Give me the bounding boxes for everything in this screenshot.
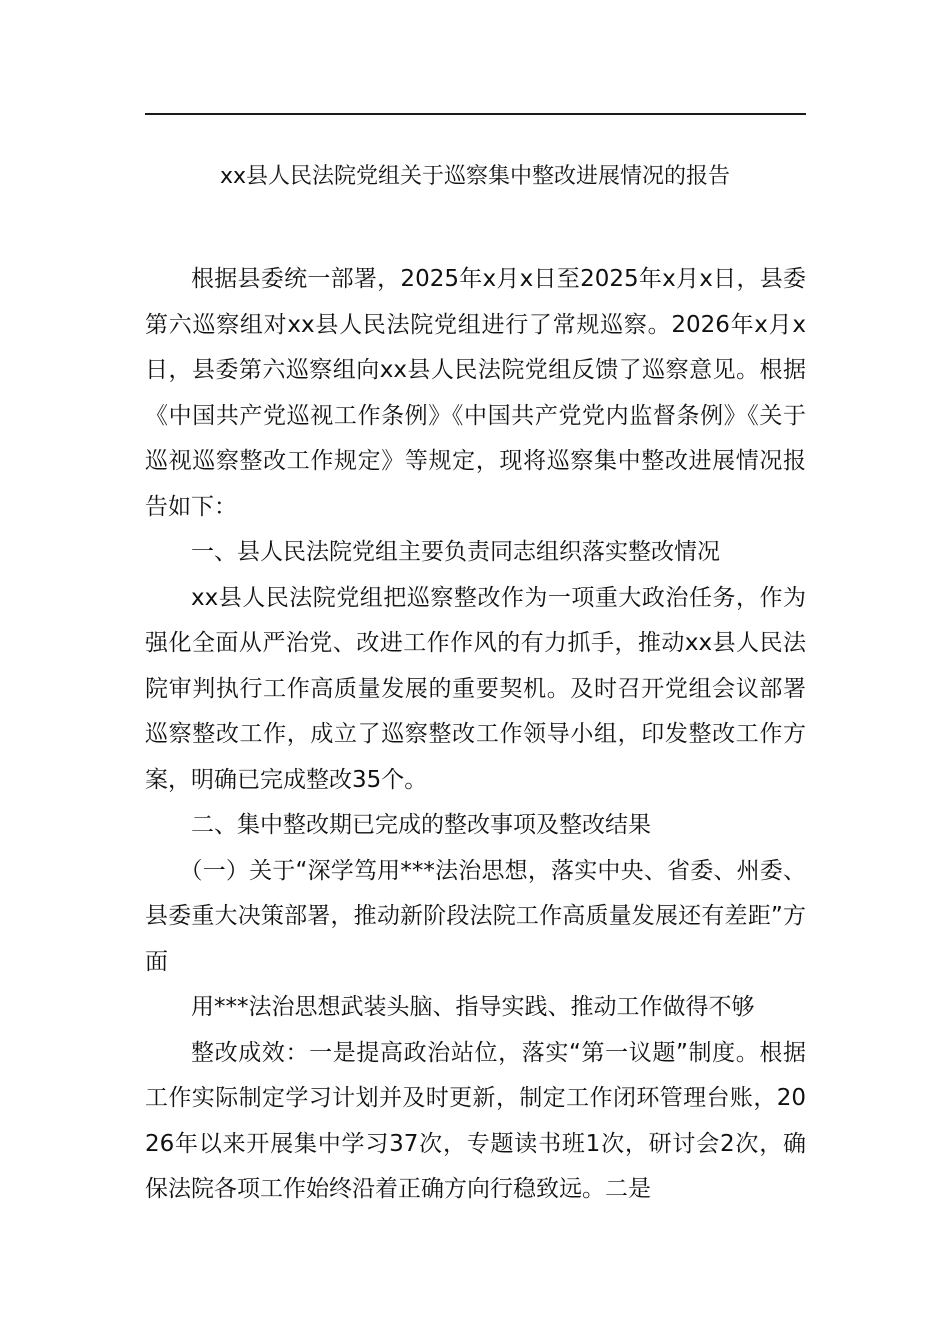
section-1-paragraph: xx县人民法院党组把巡察整改作为一项重大政治任务，作为强化全面从严治党、改进工作作风的有力抓手，推动xx县人民法院审判执行工作高质量发展的重要契机。及时召开党组会议部署巡察整改工作，成立了巡察整改工作领导小组，印发整改工作方案，明确已完成整改35个。 — [145, 584, 806, 793]
intro-paragraph: 根据县委统一部署，2025年x月x日至2025年x月x日，县委第六巡察组对xx县人民法院党组进行了常规巡察。2026年x月x日，县委第六巡察组向xx县人民法院党组反馈了巡察意见。根据《中国共产党巡视工作条例》《中国共产党党内监督条例》《关于巡视巡察整改工作规定》等规定，现将巡察集中整改进展情况报告如下： — [145, 266, 806, 520]
document-body — [145, 257, 806, 1213]
rectification-result-paragraph: 整改成效：一是提高政治站位，落实“第一议题”制度。根据工作实际制定学习计划并及时更新，制定工作闭环管理台账，2026年以来开展集中学习37次，专题读书班1次，研讨会2次，确保法院各项工作始终沿着正确方向行稳致远。二是 — [145, 1039, 806, 1202]
section-heading-2: 二、集中整改期已完成的整改事项及整改结果 — [191, 812, 651, 838]
section-heading-1: 一、县人民法院党组主要负责同志组织落实整改情况 — [191, 539, 720, 565]
header-rule — [145, 113, 806, 115]
document-title: xx县人民法院党组关于巡察集中整改进展情况的报告 — [219, 164, 731, 189]
subsection-heading-1: （一）关于“深学笃用***法治思想，落实中央、省委、州委、县委重大决策部署，推动新阶段法院工作高质量发展还有差距”方面 — [145, 857, 806, 975]
issue-item-heading: 用***法治思想武装头脑、指导实践、推动工作做得不够 — [191, 994, 755, 1020]
